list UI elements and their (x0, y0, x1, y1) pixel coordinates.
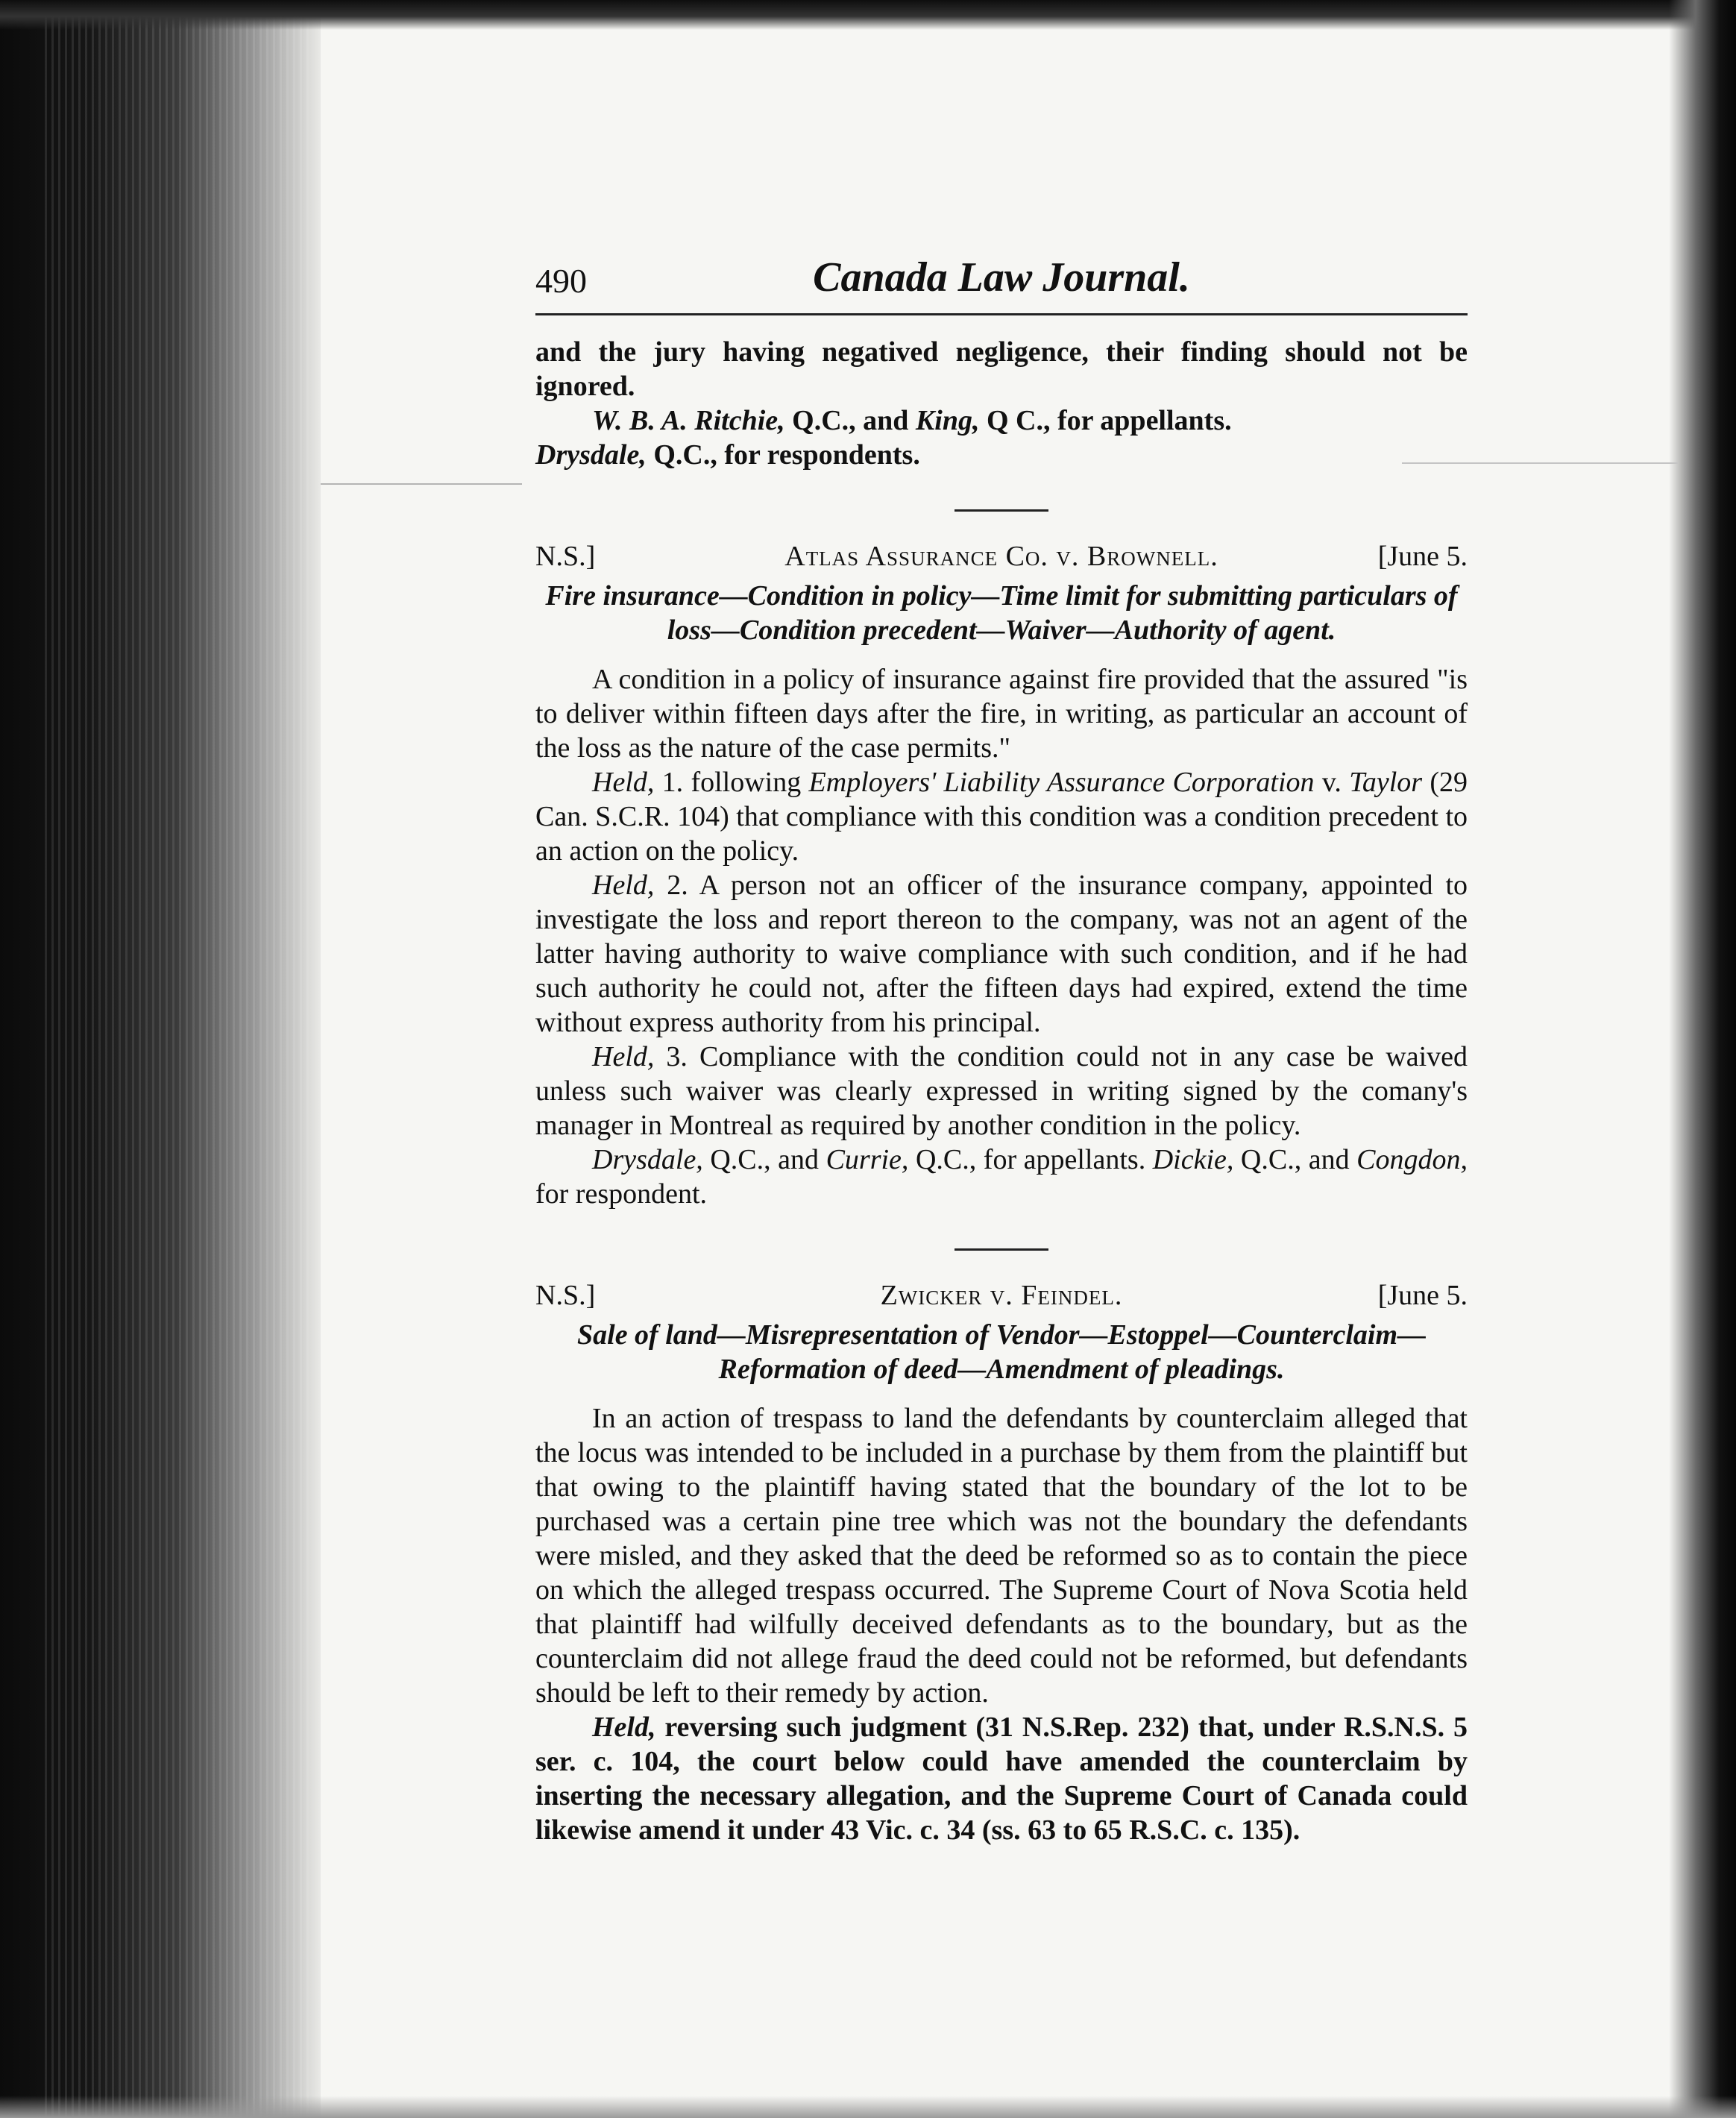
section-divider (955, 509, 1048, 512)
top-scan-edge (0, 0, 1736, 30)
case-zwicker-feindel (535, 1276, 1468, 1847)
running-head (535, 246, 1468, 310)
counsel-text: Q.C., for respondents. (646, 439, 920, 471)
counsel-text: for respondent. (535, 1178, 708, 1210)
previous-case-continuation (535, 335, 1468, 472)
case-name: Zwicker v. Feindel. (880, 1280, 1123, 1311)
holding (535, 1710, 1468, 1847)
counsel-name: Currie, (825, 1144, 909, 1175)
counsel-text: Q.C., and (1233, 1144, 1357, 1175)
counsel-name: Drysdale, (535, 439, 647, 471)
counsel-name: Drysdale, (592, 1144, 703, 1175)
case-name: Atlas Assurance Co. v. Brownell. (784, 541, 1218, 572)
case-headnote: Fire insurance—Condition in policy—Time limit for submitting particulars of loss—Condition precedent—Waiver—Authority of agent. (545, 580, 1458, 646)
case-counsel (535, 1143, 1468, 1211)
case-date: [June 5. (1377, 1280, 1468, 1311)
bottom-scan-edge (0, 2096, 1736, 2118)
held-label: Held, (592, 1712, 656, 1743)
counsel-text: Q.C., and (702, 1144, 826, 1175)
section-divider (955, 1248, 1048, 1251)
counsel-name: King, (915, 405, 980, 436)
counsel-name: W. B. A. Ritchie, (592, 405, 785, 436)
holding-text: (29 Can. S.C.R. 104) that compliance with this condition was a condition precedent to an action on the policy. (535, 767, 1468, 867)
case-facts: A condition in a policy of insurance against fire provided that the assured "is to deliver within fifteen days after the fire, in writing, as particular an account of the loss as the nature of the case permits." (535, 664, 1468, 764)
holding-1 (535, 765, 1468, 868)
held-label: Held, (592, 767, 655, 798)
case-date: [June 5. (1377, 541, 1468, 572)
scan-artifact-line (321, 483, 522, 485)
case-atlas-assurance (535, 537, 1468, 1211)
page-number: 490 (535, 262, 587, 300)
case-heading (535, 1276, 1468, 1315)
journal-title: Canada Law Journal. (813, 254, 1190, 301)
continuation-text: and the jury having negatived negligence, their finding should not be ignored. (535, 336, 1468, 402)
counsel-name: Congdon, (1356, 1144, 1468, 1175)
case-facts: In an action of trespass to land the defendants by counterclaim alleged that the locus was intended to be included in a purchase by them from the plaintiff but that owing to the plaintiff having stated that the boundary of the lot to be purchased was a certain pine tree which was not the boundary the defendants were misled, and they asked that the deed be reformed so as to contain the piece on which the alleged trespass occurred. The Supreme Court of Nova Scotia held that plaintiff had wilfully deceived defendants as to the boundary, but as the counterclaim did not allege fraud the deed could not be reformed, but defendants should be left to their remedy by action. (535, 1403, 1468, 1709)
journal-page (535, 246, 1468, 1847)
holding-3 (535, 1040, 1468, 1143)
holding-2 (535, 868, 1468, 1040)
right-scan-edge (1669, 0, 1736, 2118)
holding-text: 1. following (654, 767, 809, 798)
counsel-respondents (535, 438, 1468, 472)
holding-text: v. (1314, 767, 1350, 798)
binding-texture (45, 0, 313, 2118)
header-rule (535, 313, 1468, 315)
held-label: Held, (592, 870, 655, 901)
holding-text: 3. Compliance with the condition could not in any case be waived unless such waiver was clearly expressed in writing signed by the comany's manager in Montreal as required by another condition in the policy. (535, 1041, 1468, 1141)
counsel-appellants (535, 403, 1468, 438)
counsel-text: Q.C., for appellants. (908, 1144, 1153, 1175)
case-headnote: Sale of land—Misrepresentation of Vendor—Estoppel—Counterclaim—Reformation of deed—Amendment of pleadings. (577, 1319, 1426, 1385)
cited-case: Employers' Liability Assurance Corporation (808, 767, 1315, 798)
court-label: N.S.] (535, 541, 596, 572)
counsel-text: Q C., for appellants. (979, 405, 1232, 436)
counsel-text: Q.C., and (784, 405, 916, 436)
holding-text: reversing such judgment (31 N.S.Rep. 232) that, under R.S.N.S. 5 ser. c. 104, the court below could have amended the counterclaim by inserting the necessary allegation, and the Supreme Court of Canada could likewise amend it under 43 Vic. c. 34 (ss. 63 to 65 R.S.C. c. 135). (535, 1712, 1468, 1846)
court-label: N.S.] (535, 1280, 596, 1311)
held-label: Held, (592, 1041, 655, 1072)
cited-party: Taylor (1349, 767, 1423, 798)
counsel-name: Dickie, (1152, 1144, 1234, 1175)
holding-text: 2. A person not an officer of the insurance company, appointed to investigate the loss and report thereon to the company, was not an agent of the latter having authority to waive compliance with such condition, and if he had such authority he could not, after the fifteen days had expired, extend the time without express authority from his principal. (535, 870, 1468, 1038)
case-heading (535, 537, 1468, 576)
